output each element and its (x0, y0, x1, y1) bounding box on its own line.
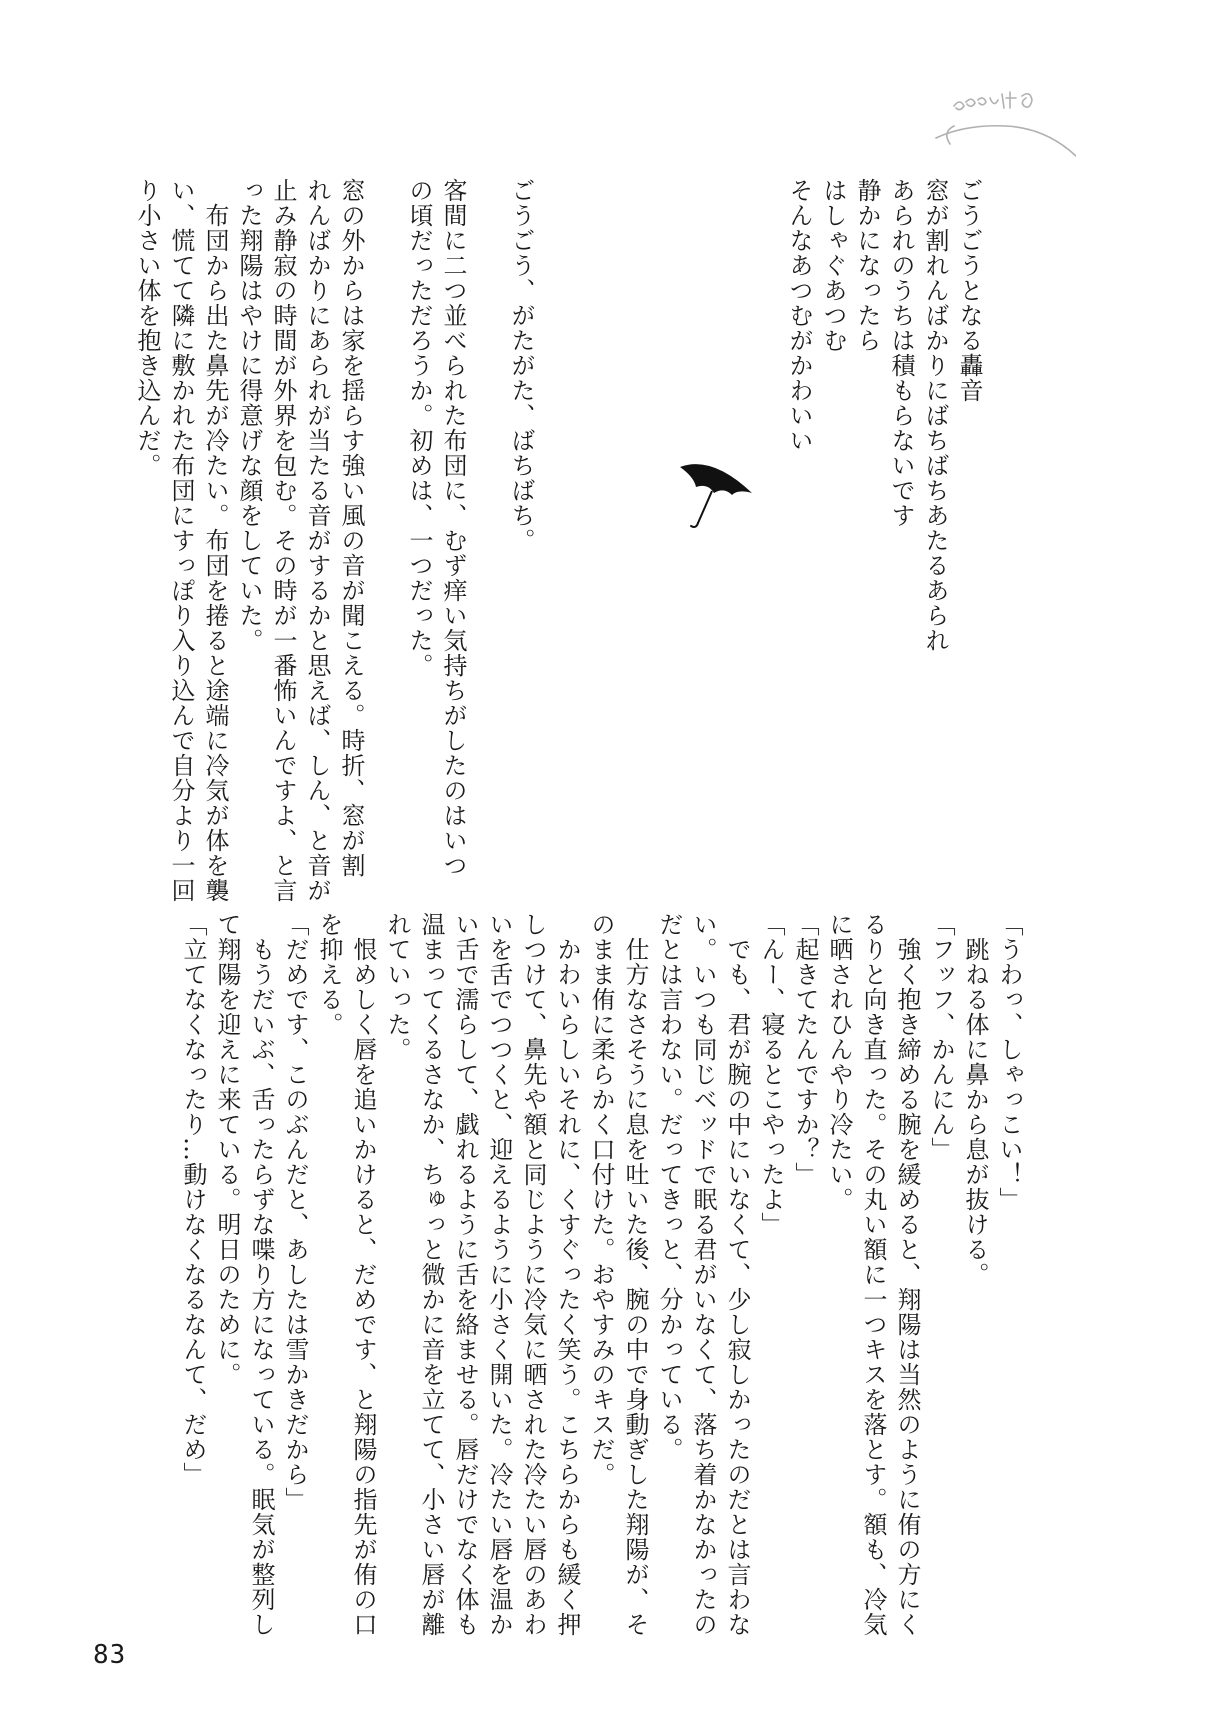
prose-line: 布団から出た鼻先が冷たい。布団を捲ると途端に冷気が体を襲 (201, 178, 229, 903)
prose-line: を抑える。 (315, 912, 343, 1037)
prose-line: しつけて、鼻先や額と同じように冷気に晒された冷たい唇のあわ (519, 912, 547, 1637)
prose-line: 仕方なさそうに息を吐いた後、腕の中で身動ぎした翔陽が、そ (621, 912, 649, 1637)
prose-line: 止み静寂の時間が外界を包む。その時が一番怖いんですよ、と言 (269, 178, 297, 903)
prose-line: のまま侑に柔らかく口付けた。おやすみのキスだ。 (587, 912, 615, 1487)
prose-line: ごうごう、がたがた、ばちばち。 (507, 178, 535, 553)
prose-line: 「フッフ、かんにん」 (927, 912, 955, 1162)
poem-block (782, 178, 986, 653)
prose-line: に晒されひんやり冷たい。 (825, 912, 853, 1212)
prose-line: て翔陽を迎えに来ている。明日のために。 (213, 912, 241, 1387)
prose-line (368, 178, 402, 938)
poem-line: 静かになったら (853, 178, 881, 353)
prose-line (470, 178, 504, 938)
prose-line: もうだいぶ、舌ったらずな喋り方になっている。眠気が整列し (247, 912, 275, 1637)
prose-line: るりと向き直った。その丸い額に一つキスを落とす。額も、冷気 (859, 912, 887, 1637)
handwritten-note (926, 88, 1076, 178)
prose-line: 「立てなくなったり…動けなくなるなんて、だめ」 (179, 912, 207, 1487)
prose-line: だとは言わない。だってきっと、分かっている。 (655, 912, 683, 1462)
prose-line: の頃だっただろうか。初めは、一つだった。 (405, 178, 433, 678)
prose-line: 恨めしく唇を追いかけると、だめです、と翔陽の指先が侑の口 (349, 912, 377, 1637)
prose-line: 強く抱き締める腕を緩めると、翔陽は当然のように侑の方にく (893, 912, 921, 1637)
lower-prose-block (176, 912, 1026, 1642)
poem-line: あられのうちは積もらないです (887, 178, 915, 528)
poem-line: はしゃぐあつむ (819, 178, 847, 353)
prose-line: 「うわっ、しゃっこい！」 (995, 912, 1023, 1212)
prose-line: い。いつも同じベッドで眠る君がいなくて、落ち着かなかったの (689, 912, 717, 1637)
prose-line: 温まってくるさなか、ちゅっと微かに音を立てて、小さい唇が離 (417, 912, 445, 1637)
handwritten-scribble-icon (926, 88, 1076, 178)
upper-prose-block (130, 178, 538, 938)
prose-line: い舌で濡らして、戯れるように舌を絡ませる。唇だけでなく体も (451, 912, 479, 1637)
prose-line: り小さい体を抱き込んだ。 (133, 178, 161, 478)
prose-line: れんばかりにあられが当たる音がするかと思えば、しん、と音が (303, 178, 331, 903)
prose-line: 跳ねる体に鼻から息が抜ける。 (961, 912, 989, 1287)
prose-line: った翔陽はやけに得意げな顔をしていた。 (235, 178, 263, 653)
prose-line: かわいらしいそれに、くすぐったく笑う。こちらからも緩く押 (553, 912, 581, 1637)
prose-line: いを舌でつつくと、迎えるように小さく開いた。冷たい唇を温か (485, 912, 513, 1637)
prose-line: い、慌てて隣に敷かれた布団にすっぽり入り込んで自分より一回 (167, 178, 195, 903)
prose-line: 窓の外からは家を揺らす強い風の音が聞こえる。時折、窓が割 (337, 178, 365, 878)
prose-line: れていった。 (383, 912, 411, 1062)
prose-line: 「んー、寝るとこやったよ」 (757, 912, 785, 1237)
poem-line: そんなあつむがかわいい (785, 178, 813, 453)
poem-line: ごうごうとなる轟音 (955, 178, 983, 403)
prose-line: 「起きてたんですか？」 (791, 912, 819, 1187)
umbrella-icon (672, 455, 762, 540)
page-number: 83 (93, 1640, 127, 1670)
poem-line: 窓が割れんばかりにばちばちあたるあられ (921, 178, 949, 653)
prose-line: でも、君が腕の中にいなくて、少し寂しかったのだとは言わな (723, 912, 751, 1637)
prose-line: 客間に二つ並べられた布団に、むず痒い気持ちがしたのはいつ (439, 178, 467, 878)
prose-line: 「だめです、このぶんだと、あしたは雪かきだから」 (281, 912, 309, 1512)
